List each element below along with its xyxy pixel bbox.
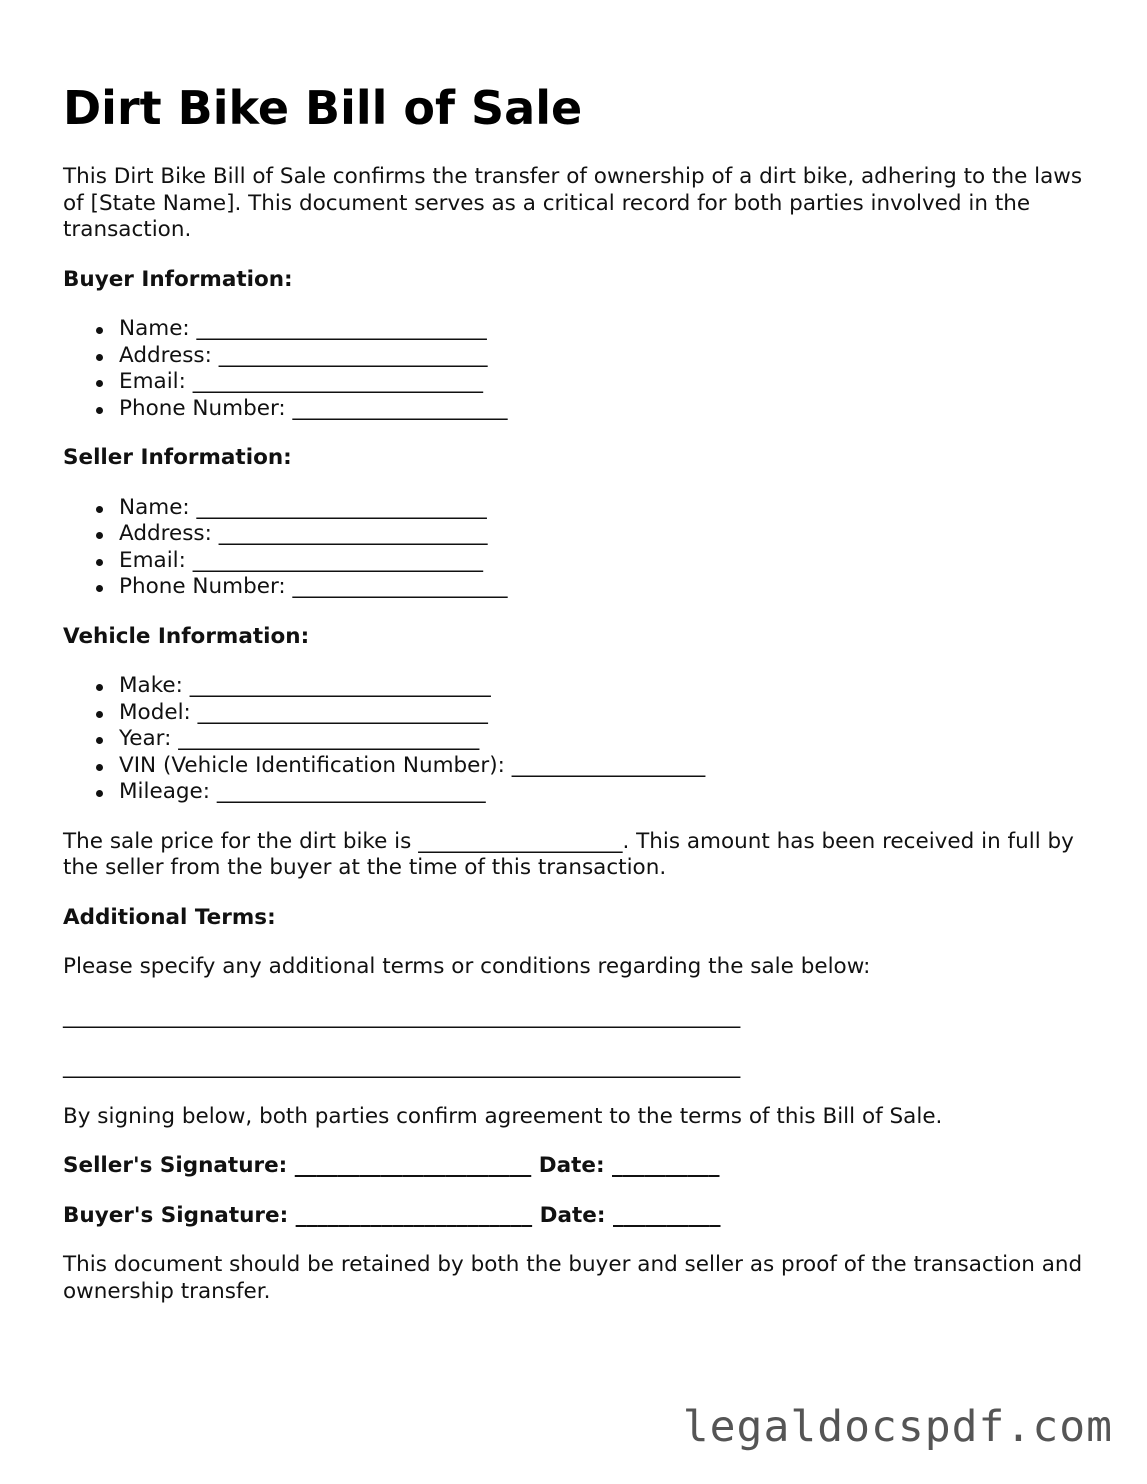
additional-terms-heading: Additional Terms: xyxy=(63,904,276,930)
buyer-heading: Buyer Information: xyxy=(63,266,293,292)
buyer-signature-line[interactable]: Buyer's Signature: ______________________ Date: __________ xyxy=(63,1202,721,1228)
sale-price-paragraph[interactable]: The sale price for the dirt bike is ___________________. This amount has been received in full by the seller from the buyer at the time of this transaction. xyxy=(63,828,1074,880)
agreement-paragraph: By signing below, both parties confirm agreement to the terms of this Bill of Sale. xyxy=(63,1103,943,1129)
page-title: Dirt Bike Bill of Sale xyxy=(63,81,583,135)
seller-phone-field[interactable]: Phone Number: ____________________ xyxy=(119,574,1093,601)
vehicle-heading: Vehicle Information: xyxy=(63,623,310,649)
buyer-fields xyxy=(63,316,1093,422)
vehicle-make-field[interactable]: Make: ____________________________ xyxy=(119,673,1093,700)
seller-name-field[interactable]: Name: ___________________________ xyxy=(119,495,1093,522)
seller-fields xyxy=(63,495,1093,601)
vehicle-fields xyxy=(63,673,1093,806)
intro-paragraph: This Dirt Bike Bill of Sale confirms the transfer of ownership of a dirt bike, adhering to the laws of [State Name]. This document serves as a critical record for both parties involved in the transaction. xyxy=(63,164,1083,242)
vehicle-vin-field[interactable]: VIN (Vehicle Identification Number): __________________ xyxy=(119,753,1093,780)
vehicle-mileage-field[interactable]: Mileage: _________________________ xyxy=(119,779,1093,806)
watermark: legaldocspdf.com xyxy=(682,1402,1113,1452)
seller-signature-line[interactable]: Seller's Signature: ______________________ Date: __________ xyxy=(63,1153,720,1178)
buyer-address-field[interactable]: Address: _________________________ xyxy=(119,343,1093,370)
seller-address-field[interactable]: Address: _________________________ xyxy=(119,521,1093,548)
buyer-phone-field[interactable]: Phone Number: ____________________ xyxy=(119,396,1093,423)
seller-heading: Seller Information: xyxy=(63,445,292,470)
seller-email-field[interactable]: Email: ___________________________ xyxy=(119,548,1093,575)
vehicle-model-field[interactable]: Model: ___________________________ xyxy=(119,700,1093,727)
additional-terms-prompt: Please specify any additional terms or conditions regarding the sale below: xyxy=(63,954,871,979)
additional-terms-line-1-text: _______________________________________________________________ xyxy=(63,1003,741,1029)
vehicle-year-field[interactable]: Year: ____________________________ xyxy=(119,726,1093,753)
additional-terms-line-1[interactable] xyxy=(63,1004,1093,1054)
document-page xyxy=(63,78,1093,1328)
additional-terms-line-2-text: _______________________________________________________________ xyxy=(63,1053,741,1079)
buyer-name-field[interactable]: Name: ___________________________ xyxy=(119,316,1093,343)
additional-terms-line-2[interactable] xyxy=(63,1054,1093,1104)
closing-paragraph: This document should be retained by both the buyer and seller as proof of the transaction and ownership transfer. xyxy=(63,1252,1083,1304)
buyer-email-field[interactable]: Email: ___________________________ xyxy=(119,369,1093,396)
